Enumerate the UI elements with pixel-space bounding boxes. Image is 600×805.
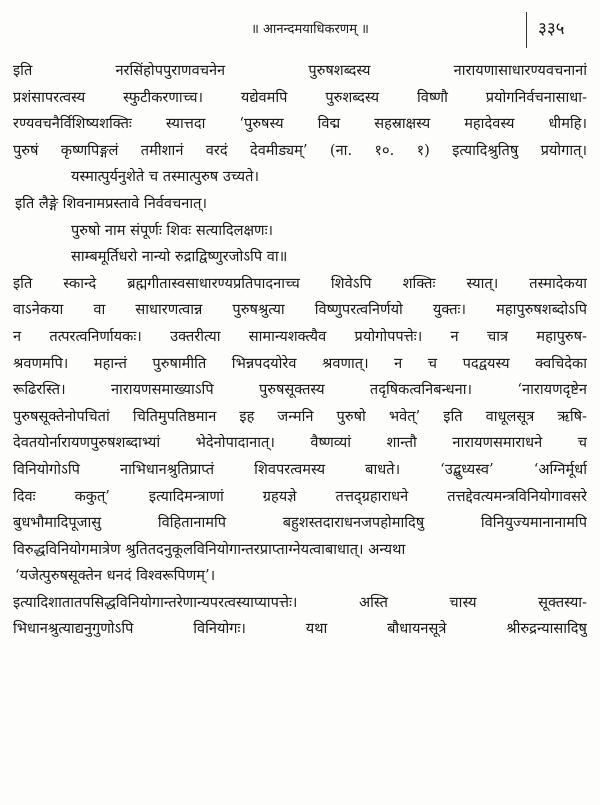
text-line: वाऽनेकया वा साधारणत्वान्न पुरुषश्रुत्या विष्णुपरत्वनिर्णयो युक्तः। महापुरुषशब्दोऽपि	[13, 301, 587, 319]
verse-line: साम्बमूर्तिधरो नान्यो रुद्राद्विष्णुरजोऽपि वा॥	[71, 248, 288, 266]
text-line: पुरुषं कृष्णपिङ्गलं तमीशानं वरदं देवमीड्यम्’ (ना. १०. १) इत्यादिश्रुतिषु प्रयोगात्।	[13, 141, 587, 159]
text-line: बुधभौमादिपूजासु विहितानामपि बहुशस्तदाराधनजपहोमादिषु विनियुज्यमानानामपि	[13, 514, 587, 532]
page-number: ३३५	[538, 19, 565, 39]
header-divider	[526, 12, 527, 48]
text-line: न तत्परत्वनिर्णायकः। उक्तरीत्या सामान्यशक्त्यैव प्रयोगोपपत्तेः। न चात्र महापुरुष-	[13, 327, 587, 345]
text-line: दिवः ककुत्’ इत्यादिमन्त्राणां ग्रहयज्ञे तत्तद्ग्रहाराधने तत्तद्देवत्यमन्त्रविनियोगावसरे	[13, 487, 587, 505]
text-line: पुरुषसूक्तेनोपचितां चितिमुपतिष्ठमान इह जन्मनि पुरुषो भवेत्’ इति वाधूलसूत्र ऋषि-	[13, 407, 587, 425]
text-line: देवतयोर्नारायणपुरुषशब्दाभ्यां भेदेनोपादानात्। वैष्णव्यां शान्तौ नारायणसमाराधने च	[13, 434, 587, 452]
running-title: ॥ आनन्दमयाधिकरणम् ॥	[251, 22, 369, 37]
page-header	[0, 0, 600, 46]
text-line: प्रशंसापरत्वस्य स्फुटीकरणाच्च। यद्येवमपि पुरुशब्दस्य विष्णौ प्रयोगनिर्वचनासाधा-	[13, 88, 587, 106]
text-line: विनियोगोऽपि नाभिधानश्रुतिप्राप्तं शिवपरत्वमस्य बाधते। ‘उद्बुध्यस्व’ ‘अग्निर्मूर्धा	[13, 460, 587, 478]
text-line: रण्यवचनैर्विशिष्यशक्तिः स्यात्तदा ‘पुरुषस्य विद्म सहस्राक्षस्य महादेवस्य धीमहि।	[13, 115, 587, 133]
text-line: इत्यादिशातातपसिद्धविनियोगान्तरेणान्यपरत्वस्याप्यापत्तेः। अस्ति चास्य सूक्तस्या-	[13, 593, 587, 611]
text-line: इति लैङ्गे शिवनामप्रस्तावे निर्ववचनात्।	[15, 194, 208, 212]
text-line: इति नरसिंहोपपुराणवचनेन पुरुषशब्दस्य नारायणासाधारण्यवचनानां	[13, 62, 587, 79]
verse-line: यस्मात्पुर्यनुशेते च तस्मात्पुरुष उच्यते।	[71, 168, 259, 186]
text-line: विरुद्धविनियोगमात्रेण श्रुतितदनुकूलविनियोगान्तरप्राप्ताग्नेयत्वाबाधात्। अन्यथा	[13, 540, 406, 558]
text-line: रूढिरस्ति। नारायणसमाख्याऽपि पुरुषसूक्तस्य तदृषिकत्वनिबन्धना। ‘नारायणदृष्टेन	[13, 381, 587, 399]
body-text	[13, 58, 587, 643]
verse-line: पुरुषो नाम संपूर्णः शिवः सत्यादिलक्षणः।	[71, 221, 274, 239]
quote-line: ‘यजेत्पुरुषसूक्तेन धनदं विश्वरूपिणम्’।	[15, 567, 216, 585]
text-line: इति स्कान्दे ब्रह्मगीतास्वसाधारण्यप्रतिपादनाच्च शिवेऽपि शक्तिः स्यात्। तस्मादेकया	[13, 274, 587, 292]
text-line: श्रवणमपि। महान्तं पुरुषामीति भिन्नपदयोरेव श्रवणात्। न च पदद्वयस्य क्वचिदेका	[13, 354, 587, 372]
text-line: भिधानश्रुत्याद्यनुगुणोऽपि विनियोगः। यथा बौधायनसूत्रे श्रीरुद्रन्यासादिषु	[13, 620, 587, 638]
